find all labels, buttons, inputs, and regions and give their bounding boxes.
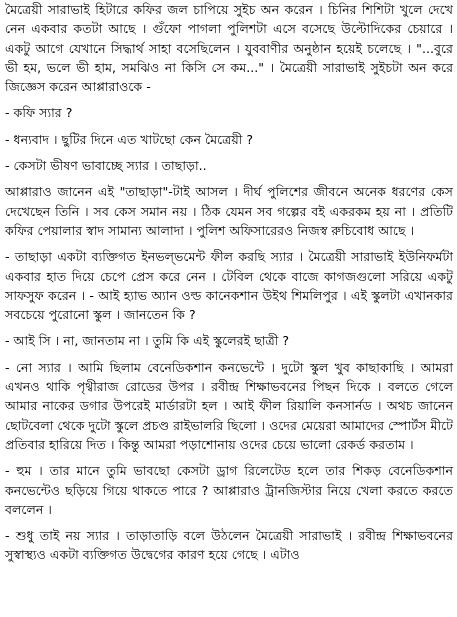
dialogue-drug-related: - হুম । তার মানে তুমি ভাবছো কেসটা ড্রাগ রিলেটেড হলে তার শিকড় বেনেডিকশান কনভেন্টেও ছড়িয়ে গিয়ে থাকতে পারে ? আপ্পারাও ট্রানজিস্টার নিয়ে খেলা করতে করতে বললেন । [5, 463, 453, 517]
dialogue-case-worry: - কেসটা ভীষণ ভাবাচ্ছে স্যার । তাছাড়া.. [5, 158, 207, 174]
paragraph-apparao-thoughts: আপ্পারাও জানেন এই "তাছাড়া"-টাই আসল । দীর্ঘ পুলিশের জীবনে অনেক ধরণের কেস দেখেছেন তিনি । সব কেস সমান নয় । ঠিক যেমন সব গল্পের বই একরকম হয় না । প্রতিটি কফির পেয়ালার স্বাদ সামান্য আলাদা । পুলিশ অফিসারেরও নিজস্ব রুচিবোধ আছে । [5, 184, 453, 238]
dialogue-i-see: - আই সি । না, জানতাম না । তুমি কি এই স্কুলেরই ছাত্রী ? [5, 333, 290, 349]
dialogue-personal-involvement: - তাছাড়া একটা ব্যক্তিগত ইনভল্ভমেন্ট ফীল করছি স্যার । মৈত্রেয়ী সারাভাই ইউনিফর্মটা একবার হাত দিয়ে চেপে প্রেস করে নেন । টেবিল থেকে বাজে কাগজগুলো সরিয়ে একটু সাফসুফ করেন । - আই হ্যাভ অ্যান ওল্ড কানেকশান উইথ শিমলিপুর । এই স্কুলটা এখানকার সবচেয়ে পুরোনো স্কুল । জানতেন কি ? [5, 249, 453, 323]
dialogue-thanks: - ধন্যবাদ । ছুটির দিনে এত খাটছো কেন মৈত্রেয়ী ? [5, 131, 254, 147]
paragraph-opening: মৈত্রেয়ী সারাভাই হিটারে কফির জল চাপিয়ে সুইচ অন করেন । চিনির শিশিটা খুলে দেখে নেন একবার কতটা আছে । গুঁফো পাগলা পুলিশটা এসে বসেছে উল্টোদিকের চেয়ারে । একটু আগে যেখানে সিদ্ধার্থ সাহা বসেছিলেন । যুববাণীর অনুষ্ঠান হয়েই চলেছে । "...বুরে ভী হম, ভলে ভী হাম, সমঝিও না কিসি সে কম..." । মৈত্রেয়ী সারাভাই সুইচটা অন করে জিজ্ঞেস করেন আপ্পারাওকে - [5, 2, 454, 95]
dialogue-not-only-that: - শুধু তাই নয় স্যার । তাড়াতাড়ি বলে উঠলেন মৈত্রেয়ী সারাভাই । রবীন্দ্র শিক্ষাভবনের সুস্বাস্থ্যও একটা ব্যক্তিগত উদ্বেগের কারণ হয়ে গেছে । এটাও [5, 528, 453, 563]
dialogue-coffee-offer: - কফি স্যার ? [5, 105, 73, 121]
dialogue-convent-school: - নো স্যার । আমি ছিলাম বেনেডিকশান কনভেন্টে । দুটো স্কুল খুব কাছাকাছি । আমরা এখনও থাকি পৃথ্বীরাজ রোডের উপর । রবীন্দ্র শিক্ষাভবনের পিছন দিকে । বলতে গেলে আমার নাকের ডগার উপরেই মার্ডারটা হল । আই ফীল রিয়ালি কনসার্নড । অথচ জানেন ছোটবেলা থেকে দুটো স্কুলে প্রচণ্ড রাইভালরি ছিলো । ওদের মেয়েরা আমাদের স্পোর্টস মীটে প্রতিবার হারিয়ে দিত । কিন্তু আমরা পড়াশোনায় ওদের চেয়ে ভালো রেকর্ড করতাম । [5, 359, 453, 452]
